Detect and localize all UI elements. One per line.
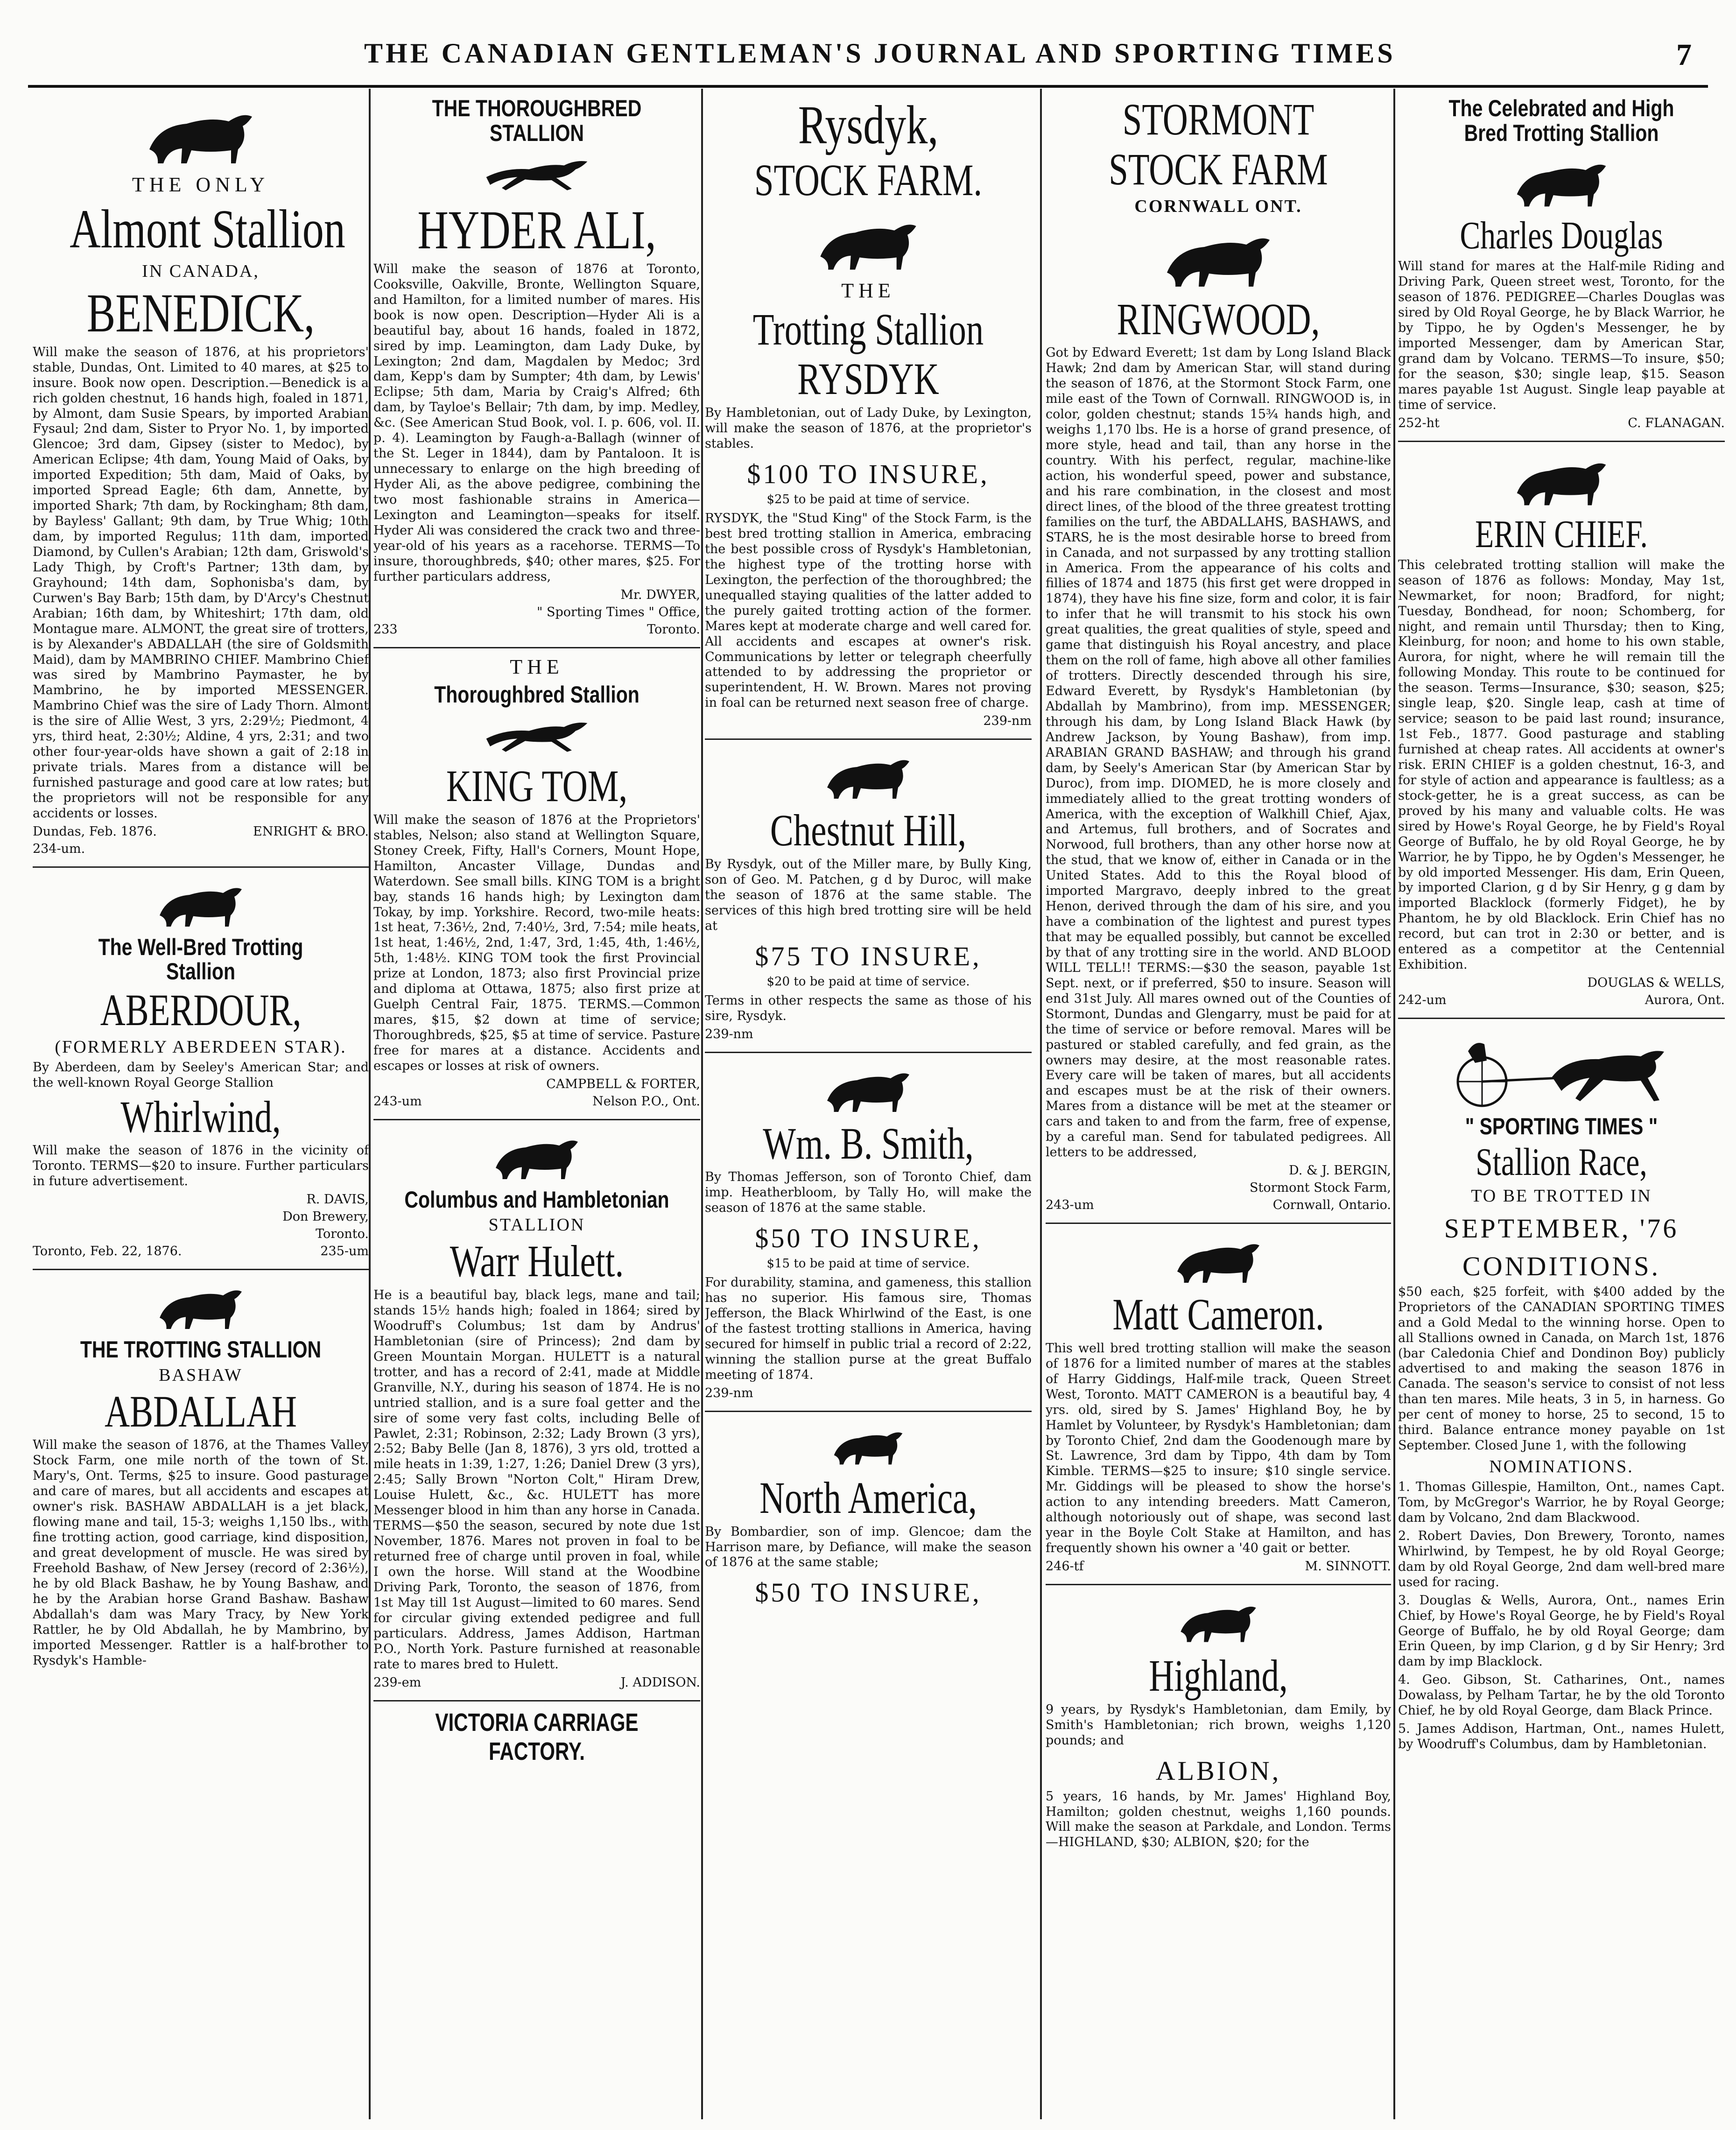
ad-body-2: 5 years, 16 hands, by Mr. James' Highland Boy, Hamilton; golden chestnut, weighs 1,160 pounds. Will make the season at Parkdale, and London. Terms—HIGHLAND, $30; ALBION, $20; for the: [1046, 1789, 1391, 1850]
ad-chestnut-hill: [705, 746, 1032, 1041]
horse-icon: [822, 1419, 915, 1470]
ad-signer: Mr. DWYER,: [620, 587, 700, 602]
ad-place: Toronto, Feb. 22, 1876.: [33, 1244, 182, 1259]
ad-king-tom: [373, 655, 700, 1109]
ad-price-note: $20 to be paid at time of service.: [766, 974, 970, 989]
horse-icon: [1148, 221, 1288, 291]
ad-code: 239-em: [373, 1675, 422, 1690]
ad-price: $50 TO INSURE,: [755, 1223, 982, 1254]
horse-icon: [145, 874, 257, 930]
ad-body: Will make the season of 1876 at Toronto, Cooksville, Oakville, Bronte, Wellington Square, and Hamilton, for a limited number of mares. His book is now open. Description—Hyder Ali is a beautiful bay, about 16 hands, foaled in 1872, sired by imp. Leamington, dam Lady Duke, by Lexington; 2nd dam, Magdalen by Medoc; 3rd dam, Kepp's dam by Sumpter; 4th dam, by Lewis' Eclipse; 5th dam, Maria by Craig's Alfred; 6th dam, by Tayloe's Bellair; 7th dam, by imp. Medley, &c. (See American Stud Book, vol. I. p. 606, vol. II. p. 4). Leamington by Faugh-a-Ballagh (winner of the St. Leger in 1844), dam by Pantaloon. It is unnecessary to enlarge on the high breeding of Hyder Ali, as the above pedigree, combining the two most fashionable strains in America—Lexington and Leamington—speaks for itself. Hyder Ali was considered the crack two and three-year-old of his years as a racehorse. TERMS—To insure, thoroughbreds, $40; other mares, $25. For further particulars address,: [373, 261, 700, 584]
ad-signer: DOUGLAS & WELLS,: [1587, 976, 1725, 991]
horse-icon: [1501, 150, 1622, 211]
ad-almont-benedick: [33, 98, 369, 856]
divider: [33, 866, 369, 868]
horse-icon: [812, 746, 924, 802]
horse-name: ABERDOUR,: [100, 984, 302, 1035]
ad-subline: IN CANADA,: [142, 261, 260, 281]
horse-icon: [812, 1060, 924, 1116]
ad-subline: TO BE TROTTED IN: [1471, 1186, 1652, 1206]
ad-body: By Rysdyk, out of the Miller mare, by Bully King, son of Geo. M. Patchen, g d by Duroc, will make the season of 1876 at the same stable. The services of this high bred trotting sire will be held at: [705, 857, 1032, 933]
ad-body: He is a beautiful bay, black legs, mane and tail; stands 15½ hands high; foaled in 1864; sired by Woodruff's Columbus; 1st dam by Andrus' Hambletonian (sire of Princess); 2nd dam by Green Mountain Morgan. HULETT is a natural trotter, and has a record of 2:41, made at Middle Granville, N.Y., during his season of 1874. He is no untried stallion, and is a sure foal getter and the sire of some very fast colts, including Belle of Pawlet, 2:31; Robinson, 2:32; Lady Brown (3 yrs), 2:52; Baby Belle (Jan 8, 1876), 3 yrs old, trotted a mile heats in 1:39, 1:27, 1:26; Daniel Drew (3 yrs), 2:45; Sally Brown "Norton Colt," Hiram Drew, Louise Hulett, &c., &c. HULETT has more Messenger blood in him than any horse in Canada. TERMS—$50 the season, secured by note due 1st November, 1876. Mares not proven in foal to be returned free of charge until proven in foal, while I own the horse. Will stand at the Woodbine Driving Park, Toronto, the season of 1876, from 1st May till 1st August—limited to 60 mares. Send for circular giving extended pedigree and full particulars. Address, James Addison, Hartman P.O., North York. Pasture furnished at reasonable rate to mares bred to Hulett.: [373, 1288, 700, 1672]
ad-intro: THE ONLY: [132, 173, 270, 196]
horse-name: Chestnut Hill,: [770, 805, 967, 856]
ad-body: $50 each, $25 forfeit, with $400 added by the Proprietors of the CANADIAN SPORTING TIMES and a Gold Medal to the winning horse. Open to all Stallions owned in Canada, on March 1st, 1876 (bar Caledonia Chief and Dondinon Boy) publicly advertised to and making the season 1876 in Canada. The season's service to consist of not less than ten mares. Mile heats, 3 in 5, in harness. Go per cent of money to horse, 25 to second, 15 to third. Balance entrance money payable on 1st September. Closed June 1, with the following: [1398, 1284, 1725, 1453]
nomination-item: 4. Geo. Gibson, St. Catharines, Ont., names Dowalass, by Pelham Tartar, he by the old Toronto Chief, he by old Royal George, dam Black Prince.: [1398, 1673, 1725, 1718]
ad-subline: (FORMERLY ABERDEEN STAR).: [55, 1037, 347, 1057]
horse-name: Wm. B. Smith,: [763, 1118, 974, 1168]
ad-signer: ENRIGHT & BRO.: [253, 824, 369, 839]
top-rule: [28, 85, 1708, 88]
masthead-title: THE CANADIAN GENTLEMAN'S JOURNAL AND SPORTING TIMES: [364, 38, 1396, 69]
column-1: [33, 93, 369, 2119]
horse-icon: [1162, 1230, 1274, 1286]
ad-stallion-race: [1398, 1026, 1725, 1752]
ad-price-note: $25 to be paid at time of service.: [766, 492, 970, 507]
horse-name: HYDER ALI,: [417, 199, 656, 260]
ad-body-2: Terms in other respects the same as those of his sire, Rysdyk.: [705, 993, 1032, 1023]
ad-subline: STALLION: [488, 1215, 585, 1235]
ad-matt-cameron: [1046, 1230, 1391, 1574]
horse-name: RINGWOOD,: [1117, 294, 1320, 344]
ad-signer: R. DAVIS,: [306, 1192, 369, 1207]
ad-code: 242-um: [1398, 993, 1447, 1008]
nomination-item: 2. Robert Davies, Don Brewery, Toronto, names Whirlwind, by Tempest, he by old Royal George; dam by old Royal George, 2nd dam well-bred mare used for racing.: [1398, 1528, 1725, 1589]
divider: [705, 738, 1032, 740]
nomination-item: 3. Douglas & Wells, Aurora, Ont., names Erin Chief, by Howe's Royal George, he by Field's Royal George of Buffalo, he by old Royal George; dam Erin Queen, by imp Clarion, g d by Sir Henry; 3rd dam by imp Blacklock.: [1398, 1593, 1725, 1669]
ad-signer-2: " Sporting Times " Office,: [537, 605, 700, 619]
galloping-horse-icon: [476, 150, 597, 197]
ad-intro: THE: [841, 279, 895, 302]
ad-tagline: THE TROTTING STALLION: [80, 1336, 322, 1363]
ad-code: 243-um: [1046, 1198, 1094, 1213]
masthead: [0, 37, 1736, 89]
ad-headline: STORMONT: [1122, 94, 1314, 144]
ad-signer: M. SINNOTT.: [1305, 1559, 1391, 1574]
column-rule: [701, 89, 703, 2119]
horse-name: Matt Cameron.: [1112, 1289, 1324, 1340]
horse-icon: [481, 1127, 593, 1183]
divider: [33, 1269, 369, 1270]
ad-code: 239-nm: [705, 1385, 753, 1400]
ad-place: Toronto.: [647, 622, 700, 637]
conditions-heading: CONDITIONS.: [1462, 1251, 1660, 1281]
ad-body: 9 years, by Rysdyk's Hambletonian, dam Emily, by Smith's Hambletonian; rich brown, weighs 1,120 pounds; and: [1046, 1702, 1391, 1748]
ad-price-note: $15 to be paid at time of service.: [766, 1257, 970, 1271]
ad-body: Will make the season of 1876, at the Thames Valley Stock Farm, one mile north of the town of St. Mary's, Ont. Terms, $25 to insure. Good pasturage and care of mares, but all accidents and escapes at owner's risk. BASHAW ABDALLAH is a jet black, flowing mane and tail, 15-3; weighs 1,150 lbs., with fine trotting action, good carriage, kind disposition, and great development of muscle. He was sired by Freehold Bashaw, of New Jersey (record of 2:36½), he by old Black Bashaw, he by Young Bashaw, and he by the Arabian horse Grand Bashaw. Bashaw Abdallah's dam was Mary Tracy, by New York Rattler, he by Old Abdallah, he by Mambrino, by imported Messenger. Rattler is a half-brother to Rysdyk's Hamble-: [33, 1438, 369, 1668]
ad-signer-3: Toronto.: [316, 1227, 369, 1242]
ad-signer: D. & J. BERGIN,: [1289, 1163, 1391, 1178]
column-2: [373, 93, 700, 2119]
ad-wm-b-smith: [705, 1060, 1032, 1400]
divider: [373, 1700, 700, 1701]
ad-bashaw-abdallah: [33, 1277, 369, 1668]
column-5: [1398, 93, 1725, 2119]
horse-icon: [1501, 449, 1622, 509]
ad-price: $75 TO INSURE,: [755, 941, 982, 971]
ad-headline: Stallion Race,: [1476, 1140, 1647, 1184]
page-number: 7: [1676, 38, 1692, 72]
ad-body: By Bombardier, son of imp. Glencoe; dam the Harrison mare, by Defiance, will make the season of 1876 at the same stable;: [705, 1524, 1032, 1570]
column-rule: [1040, 89, 1042, 2119]
ad-body: Will make the season of 1876, at his proprietors' stable, Dundas, Ont. Limited to 40 mares, at $25 to insure. Book now open. Description.—Benedick is a rich golden chestnut, 16 hands high, foaled in 1871, by Almont, dam Susie Spears, by imported Arabian Fysaul; 2nd dam, Sister to Pryor No. 1, by imported Glencoe; 3rd dam, Gipsey (sister to Medoc), by American Eclipse; 4th dam, Young Maid of Oaks, by imported Expedition; 5th dam, Maid of Oaks, by imported Spread Eagle; 6th dam, Annette, by imported Shark; 7th dam, by Rockingham; 8th dam, by Bayless' Gallant; 9th dam, by True Whig; 10th dam, by imported Regulus; 11th dam, imported Diamond, by Cullen's Arabian; 12th dam, Griswold's Lady Thigh, by Croft's Partner; 13th dam, by Grayhound; 14th dam, Sophonisba's dam, by Curwen's Bay Barb; 15th dam, by D'Arcy's Chestnut Arabian; 16th dam, by Whiteshirt; 17th dam, old Montague mare. ALMONT, the great sire of trotters, is by Alexander's ABDALLAH (the sire of Goldsmith Maid), dam by MAMBRINO CHIEF. Mambrino Chief was sired by Mambrino Paymaster, he by Mambrino, he by imported MESSENGER. Mambrino Chief was the sire of Lady Thorn. Almont is the sire of Allie West, 3 yrs, 2:29½; Piedmont, 4 yrs, third heat, 2:30½; Aldine, 4 yrs, 2:31; and two other four-year-olds have shown a gait of 2:18 in private trials. Mares from a distance will be furnished pasturage and good care at low rates; but the proprietors will not be responsible for any accidents or losses.: [33, 344, 369, 821]
horse-name: ABDALLAH: [105, 1386, 297, 1436]
victoria-carriage-heading: VICTORIA CARRIAGE FACTORY.: [435, 1708, 639, 1765]
ad-subline: CORNWALL ONT.: [1134, 196, 1302, 216]
ad-price: $100 TO INSURE,: [747, 459, 990, 490]
ad-rysdyk: [705, 96, 1032, 728]
horse-name: Highland,: [1149, 1651, 1288, 1701]
ad-body: Will make the season of 1876 in the vicinity of Toronto. TERMS—$20 to insure. Further particulars in future advertisement.: [33, 1143, 369, 1189]
ad-code: 239-nm: [705, 1026, 753, 1041]
horse-name: ERIN CHIEF.: [1475, 512, 1648, 556]
ad-place: Dundas, Feb. 1876.: [33, 824, 157, 839]
ad-price: $50 TO INSURE,: [755, 1577, 982, 1608]
ad-tagline: The Celebrated and High Bred Trotting Stallion: [1448, 95, 1674, 146]
ad-tagline: THE THOROUGHBRED STALLION: [432, 95, 642, 146]
ad-subline: BASHAW: [159, 1365, 243, 1385]
ad-warr-hulett: [373, 1127, 700, 1690]
divider: [1398, 441, 1725, 442]
ad-charles-douglas: [1398, 96, 1725, 430]
ad-aberdour: [33, 874, 369, 1258]
ad-signer: J. ADDISON.: [620, 1675, 700, 1690]
ad-hyder-ali: [373, 96, 700, 637]
ad-body: By Thomas Jefferson, son of Toronto Chief, dam imp. Heatherbloom, by Tally Ho, will make the season of 1876 at the same stable.: [705, 1170, 1032, 1216]
column-rule: [1393, 89, 1395, 2119]
column-4: [1046, 93, 1391, 2119]
divider: [1046, 1223, 1391, 1224]
galloping-horse-icon: [476, 711, 597, 758]
divider: [705, 1411, 1032, 1412]
ad-stormont-ringwood: [1046, 96, 1391, 1212]
ad-signer: C. FLANAGAN.: [1628, 415, 1725, 430]
horse-name: KING TOM,: [446, 761, 628, 811]
ad-body-2: For durability, stamina, and gameness, this stallion has no superior. His famous sire, Thomas Jefferson, the Black Whirlwind of the East, is one of the fastest trotting stallions in America, having secured for himself in public trial a record of 2:22, winning the stallion purse at the great Buffalo meeting of 1874.: [705, 1275, 1032, 1382]
ad-body: This celebrated trotting stallion will make the season of 1876 as follows: Monday, May 1st, Newmarket, for noon; Bradford, for night; Tuesday, Bondhead, for noon; Schomberg, for night, and remain until Thursday; then to King, Kleinburg, for noon; and home to his own stable, Aurora, for night, where he will remain till the following Monday. This route to be continued for the season. Terms—Insurance, $30; season, $25; single leap, $20. Single leap, cash at time of service; season to be paid last round; insurance, 1st Feb., 1877. Good pasturage and stabling furnished at cheap rates. All accidents at owner's risk. ERIN CHIEF is a golden chestnut, 16-3, and for style of action and appearance is faultless; as a stock-getter, he is a great success, as can be proved by his many and valuable colts. He was sired by Howe's Royal George, he by Field's Royal George of Buffalo, he by old Royal George, he by Warrior, he by Tippo, he by Ogden's Messenger, he by old imported Messenger. His dam, Erin Queen, by imported Clarion, g d by Sir Henry, g g dam by imported Blacklock (formerly Fidget), he by Phantom, he by old Blacklock. Erin Chief has no record, but can trot in 2:30 or better, and is entered as a competitor at the Centennial Exhibition.: [1398, 557, 1725, 972]
ad-code: 239-nm: [983, 714, 1032, 729]
ad-tagline: The Well-Bred Trotting Stallion: [98, 934, 303, 985]
ad-erin-chief: [1398, 449, 1725, 1008]
horse-name-2: ALBION,: [1155, 1755, 1281, 1786]
ad-code: 246-tf: [1046, 1559, 1084, 1574]
ad-body: Will make the season of 1876 at the Proprietors' stables, Nelson; also stand at Wellington Square, Stoney Creek, Fifty, Hall's Corners, Mount Hope, Hamilton, Ancaster Village, Dundas and Waterdown. See small bills. KING TOM is a bright bay, stands 16 hands high; by Lexington dam Tokay, by imp. Yorkshire. Record, two-mile heats: 1st heat, 7:36½, 2nd, 7:40½, 3rd, 7:54; mile heats, 1st heat, 1:46½, 2nd, 1:47, 3rd, 1:45, 4th, 1:46½, 5th, 1:48½. KING TOM took the first Provincial prize at London, 1873; also first Provincial prize and diploma at Ottawa, 1875; also first prize at Guelph Central Fair, 1875. TERMS.—Common mares, $15, $2 down at time of service; Thoroughbreds, $25, $5 at time of service. Pasture free for mares at a distance. Accidents and escapes or losses at risk of owners.: [373, 812, 700, 1073]
horse-name: Charles Douglas: [1460, 214, 1663, 257]
ad-headline-2: STOCK FARM.: [754, 155, 983, 205]
ad-headline-2: STOCK FARM: [1109, 144, 1328, 194]
ad-body: Will stand for mares at the Half-mile Riding and Driving Park, Queen street west, Toronto, for the season of 1876. PEDIGREE—Charles Douglas was sired by Old Royal George, he by Black Warrior, he by Tippo, he by Ogden's Messenger, he by imported Messenger, dam by American Star, grand dam by Volcano. TERMS—To insure, $50; for the season, $30; single leap, $15. Season mares payable 1st August. Single leap payable at time of service.: [1398, 259, 1725, 412]
column-rule: [369, 89, 371, 2119]
nomination-item: 1. Thomas Gillespie, Hamilton, Ont., names Capt. Tom, by McGregor's Warrior, he by Royal George; dam by Volcano, 2nd dam Blackwood.: [1398, 1480, 1725, 1525]
nominations-heading: NOMINATIONS.: [1489, 1457, 1634, 1477]
horse-name-2: Whirlwind,: [120, 1091, 281, 1142]
ad-tagline: Trotting Stallion: [752, 304, 984, 354]
ad-code: 233: [373, 622, 398, 637]
horse-icon: [803, 209, 934, 274]
horse-icon: [145, 1277, 257, 1333]
ad-tagline: " SPORTING TIMES ": [1465, 1113, 1658, 1140]
nomination-item: 5. James Addison, Hartman, Ont., names Hulett, by Woodruff's Columbus, dam by Hambletonian.: [1398, 1722, 1725, 1752]
race-month: SEPTEMBER, '76: [1444, 1213, 1679, 1244]
divider: [1398, 1018, 1725, 1019]
horse-icon: [1167, 1592, 1270, 1648]
ad-headline: Rysdyk,: [798, 94, 939, 155]
horse-name: Warr Hulett.: [450, 1236, 624, 1286]
ad-code: 234-um.: [33, 841, 85, 856]
horse-icon: [131, 98, 271, 168]
horse-and-sulky-icon: [1440, 1026, 1683, 1110]
ad-code: 252-ht: [1398, 415, 1440, 430]
ad-place: Nelson P.O., Ont.: [592, 1094, 700, 1109]
ad-intro: THE: [510, 655, 564, 678]
ad-signer-2: Don Brewery,: [282, 1209, 369, 1224]
ad-body: This well bred trotting stallion will make the season of 1876 for a limited number of mares at the stables of Harry Giddings, Half-mile track, Queen Street West, Toronto. MATT CAMERON is a beautiful bay, 4 yrs. old, sired by S. James' Highland Boy, he by Hamlet by Volunteer, by Rysdyk's Hambletonian; dam by Toronto Chief, 2nd dam the Goodenough mare by St. Lawrence, 3rd dam by Tippo, 4th dam by Tom Kimble. TERMS—$25 to insure; $10 single service. Mr. Giddings will be pleased to show the horse's action to any intending breeders. Matt Cameron, although notoriously out of shape, was second last year in the Boyle Colt Stake at Hamilton, and has frequently shown his owner a '40 gait or better.: [1046, 1341, 1391, 1556]
ad-place: Aurora, Ont.: [1645, 993, 1725, 1008]
ad-north-america: [705, 1419, 1032, 1609]
ad-body: Got by Edward Everett; 1st dam by Long Island Black Hawk; 2nd dam by American Star, will stand during the season of 1876, at the Stormont Stock Farm, one mile east of the Town of Cornwall. RINGWOOD is, in color, golden chestnut; stands 15¾ hands high, and weighs 1,170 lbs. He is a horse of grand presence, of more style, head and tail, than any horse in the country. With his perfect, regular, machine-like action, his wonderful speed, power and substance, and his rare combination, in the closest and most direct lines, of the blood of the three greatest trotting families on the turf, the ABDALLAHS, BASHAWS, and STARS, he is the most desirable horse to breed from in Canada, and not surpassed by any trotting stallion in America. From the appearance of his colts and fillies of 1874 and 1875 (his first get were dropped in 1874), they have his fine size, form and color, it is fair to infer that he will transmit to his stock his own great qualities, the great qualities of style, speed and game that distinguish his Royal ancestry, and place them on the roll of fame, high above all other families of trotters. Directly descended through his sire, Edward Everett, by Rysdyk's Hambletonian (by Abdallah by Mambrino), from imp. MESSENGER; through his dam, by Long Island Black Hawk (by Andrew Jackson, by Young Bashaw), from imp. ARABIAN GRAND BASHAW; and through his grand dam, by Seely's American Star (by American Star by Duroc), from imp. DIOMED, he is more closely and immediately allied to the great trotting wonders of America, with the exception of Walkhill Chief, Ajax, and Artemus, full brothers, and of Socrates and Norwood, full brothers, than any other horse now at the stud, that we know of, either in Canada or in the United States. Add to this the Royal blood of imported Margravo, deeply inbred to the great Henon, derived through the dam of his sire, and you have a combination of the lightest and purest types that may be equalled possibly, but cannot be excelled by that of any trotting sire in the world. AND BLOOD WILL TELL!! TERMS:—$30 the season, payable 1st Sept. next, or if preferred, $50 to insure. Season will end 31st July. All mares owned out of the Counties of Stormont, Dundas and Glengarry, must be paid for at the time of service or before removal. Mares will be pastured or stabled carefully, and fed grain, as the owners may desire, at the most reasonable rates. Every care will be taken of mares, but all accidents and escapes must be at the risk of their owners. Mares from a distance will be met at the steamer or cars and taken to and from the farm, free of expense, by a careful man. Send for tabulated pedigrees. All letters to be addressed,: [1046, 345, 1391, 1160]
ad-signer: CAMPBELL & FORTER,: [546, 1076, 700, 1091]
ad-highland-albion: [1046, 1592, 1391, 1850]
ad-code: 235-um: [320, 1244, 369, 1259]
ad-tagline: Thoroughbred Stallion: [434, 681, 640, 708]
horse-name: RYSDYK: [797, 354, 939, 404]
ad-place: Cornwall, Ontario.: [1272, 1198, 1391, 1213]
divider: [705, 1052, 1032, 1053]
column-3: [705, 93, 1032, 2119]
ad-tagline: Columbus and Hambletonian: [404, 1186, 669, 1213]
horse-name: North America,: [759, 1472, 977, 1523]
ad-code: 243-um: [373, 1094, 422, 1109]
ad-pedigree: By Aberdeen, dam by Seeley's American Star; and the well-known Royal George Stallion: [33, 1060, 369, 1090]
divider: [373, 1119, 700, 1120]
ad-body-2: RYSDYK, the "Stud King" of the Stock Farm, is the best bred trotting stallion in America, embracing the best possible cross of Rysdyk's Hambletonian, the highest type of the trotting horse with Lexington, the perfection of the thoroughbred; the unequalled staying qualities of the latter added to the purely gaited trotting action of the former. Mares kept at moderate charge and well cared for. All accidents and escapes at owner's risk. Communications by letter or telegraph cheerfully attended to by addressing the proprietor or superintendent, H. W. Brown. Mares not proving in foal can be returned next season free of charge.: [705, 511, 1032, 710]
ad-signer-2: Stormont Stock Farm,: [1250, 1181, 1391, 1195]
divider: [373, 647, 700, 648]
horse-name: BENEDICK,: [86, 282, 315, 344]
ad-headline: Almont Stallion: [70, 198, 345, 260]
divider: [1046, 1584, 1391, 1585]
ad-body: By Hambletonian, out of Lady Duke, by Lexington, will make the season of 1876, at the proprietor's stables.: [705, 406, 1032, 451]
